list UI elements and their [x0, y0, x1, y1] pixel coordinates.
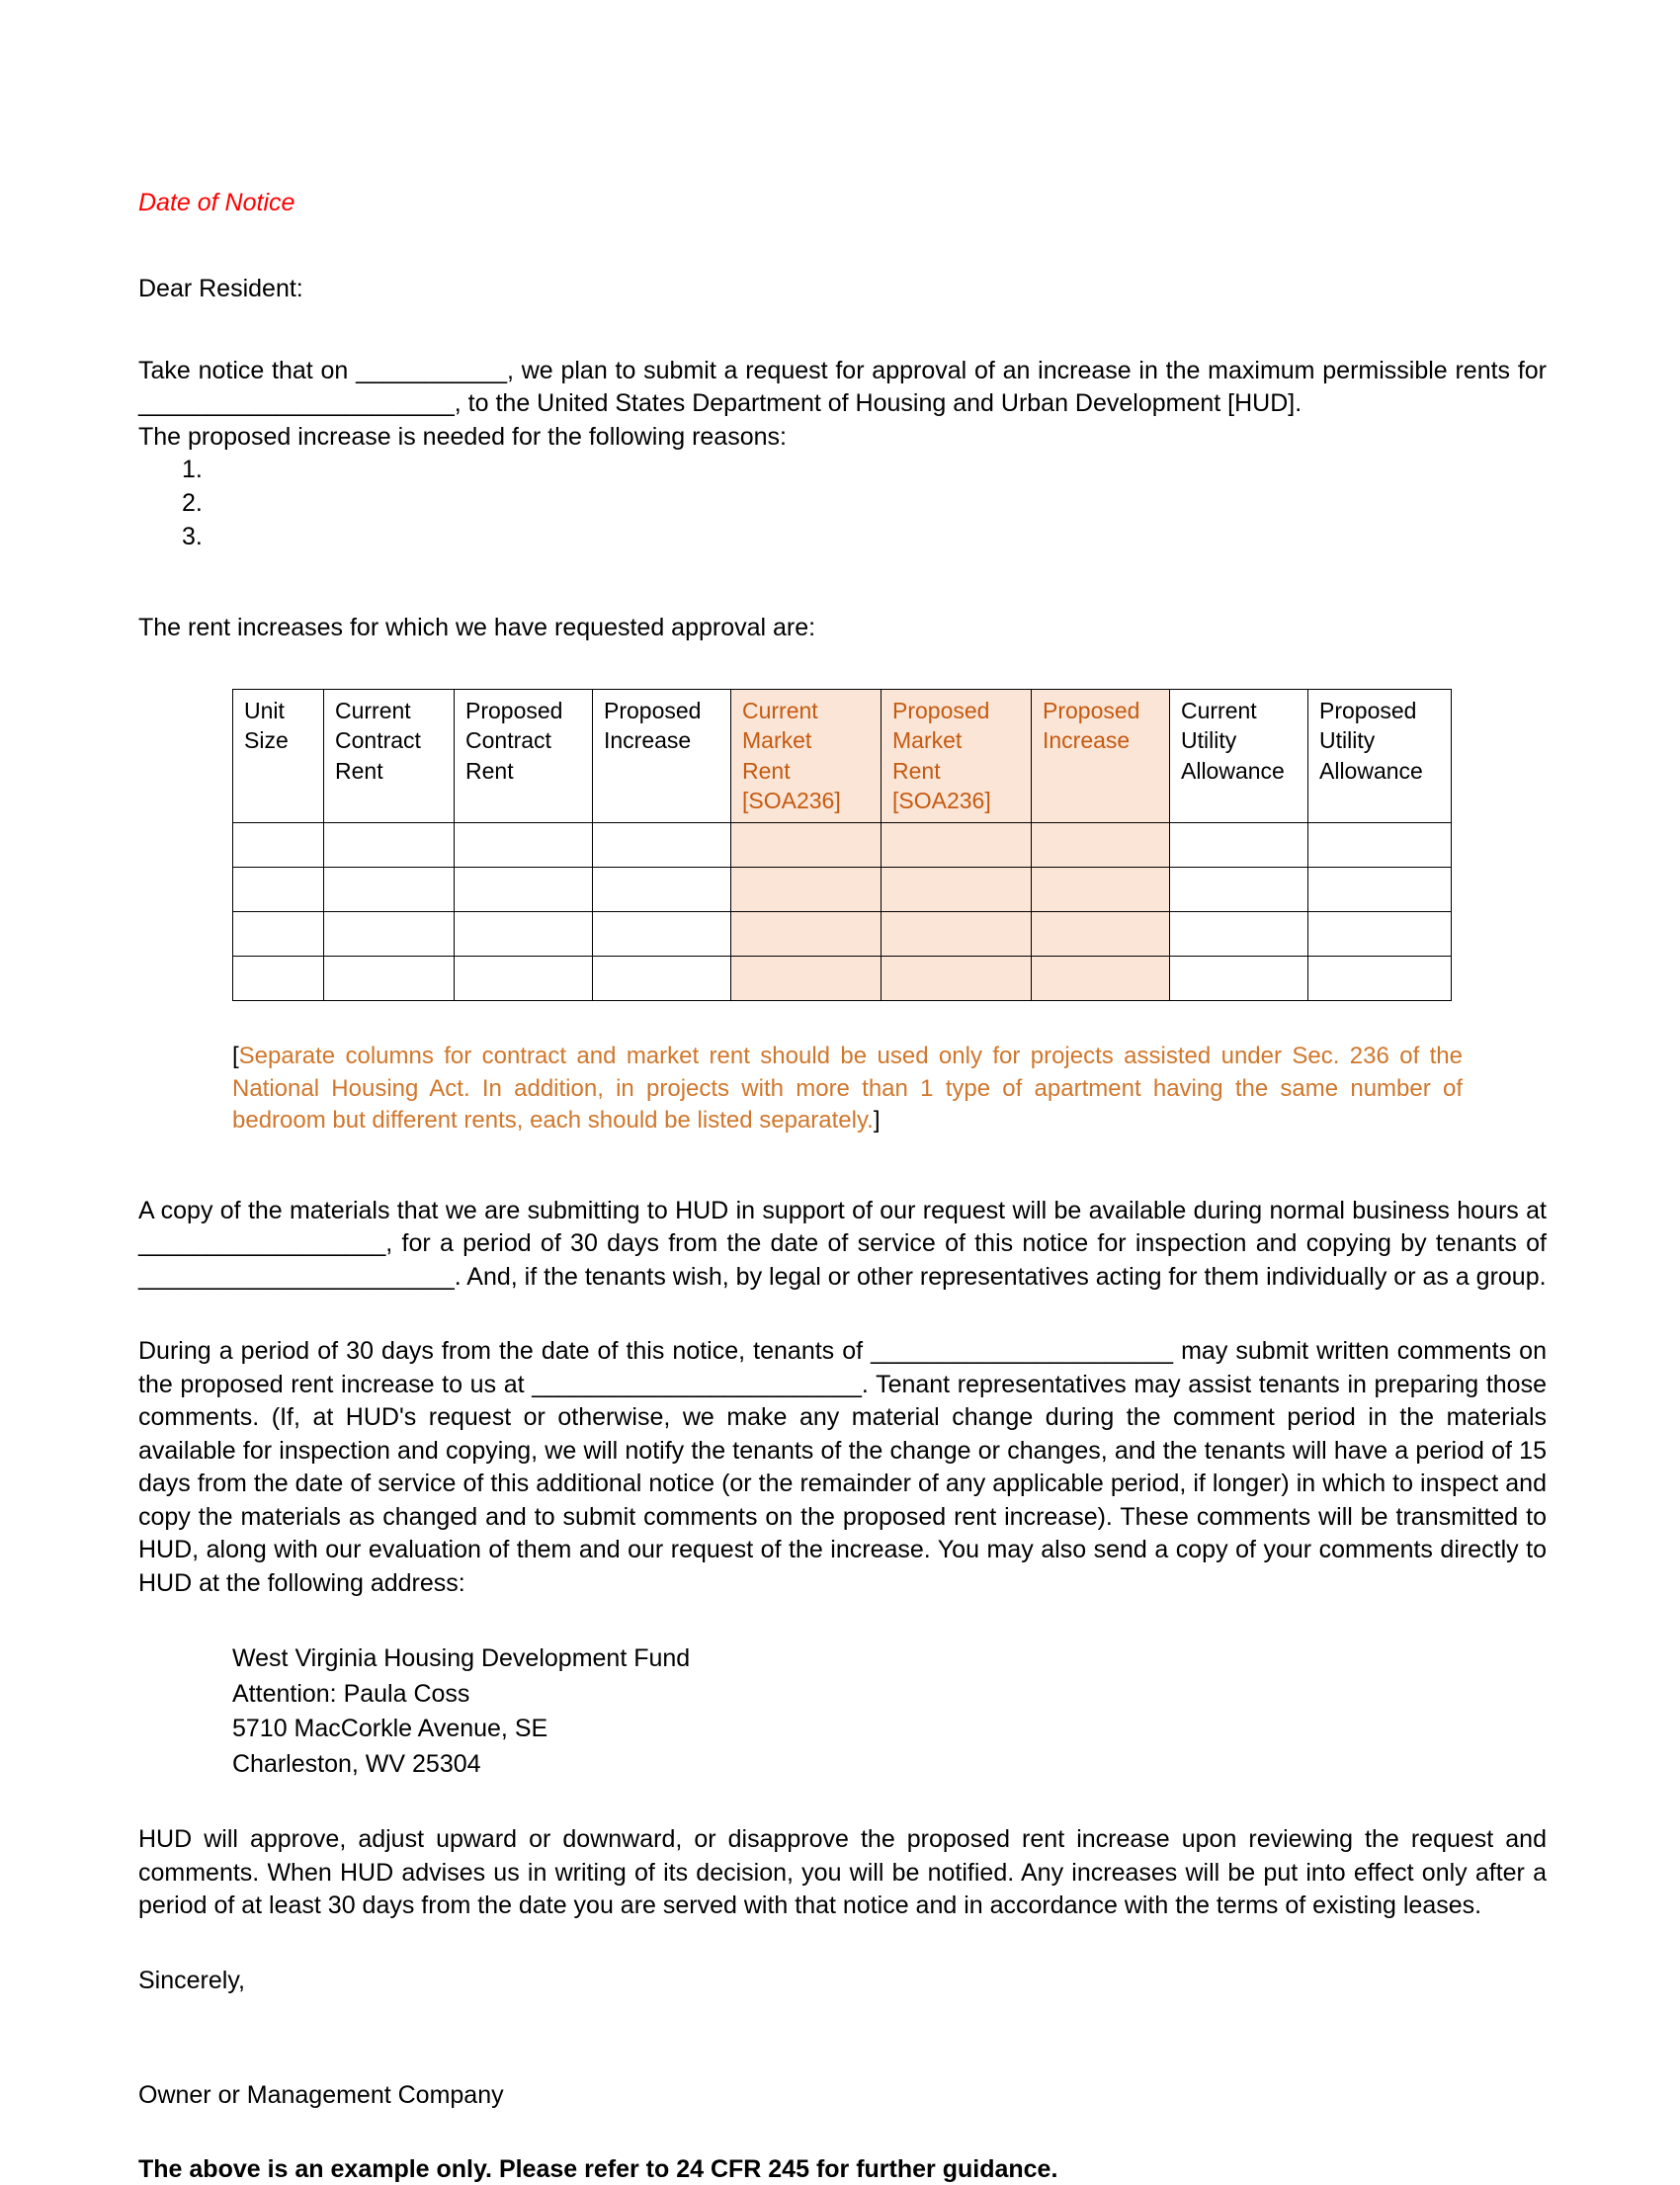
spacer: [138, 1782, 1547, 1823]
column-header-line: Proposed: [604, 697, 702, 723]
column-header-line: Proposed: [1319, 697, 1417, 723]
rent-table-container: [138, 689, 1547, 1001]
spacer: [138, 1294, 1547, 1335]
column-header-line: Contract: [465, 727, 551, 754]
spacer: [138, 1996, 1547, 2054]
column-header-line: Rent: [742, 757, 791, 784]
table-cell[interactable]: [731, 823, 882, 868]
table-cell[interactable]: [233, 823, 324, 868]
column-header-line: [SOA236]: [892, 788, 991, 814]
table-cell[interactable]: [1308, 912, 1452, 957]
materials-paragraph: A copy of the materials that we are submitting to HUD in support of our request will be available during normal business hours at __________________, for a period of 30 days from the date of service of this notice for inspection and copying by tenants of _______________________. And, if the tenants wish, by legal or other representatives acting for them individually or as a group.: [138, 1196, 1547, 1291]
comments-paragraph: During a period of 30 days from the date of this notice, tenants of ______________________ may submit written comments on the proposed rent increase to us at ________________________. Tenant representatives may assist tenants in preparing those comments. (If, at HUD's request or otherwise, we make any material change during the comment period in the materials available for inspection and copying, we will notify the tenants of the change or changes, and the tenants will have a period of 15 days from the date of service of this additional notice (or the remainder of any applicable period, if longer) in which to inspect and copy the materials as changed and to submit comments on the proposed rent increase). These comments will be transmitted to HUD, along with our evaluation of them and our request of the increase. You may also send a copy of your comments directly to HUD at the following address:: [138, 1337, 1547, 1597]
column-header-line: Current: [335, 697, 411, 723]
column-header-line: Current: [1181, 697, 1257, 723]
table-cell[interactable]: [1170, 957, 1308, 1001]
column-header-line: Proposed: [1043, 697, 1140, 723]
table-cell[interactable]: [1308, 868, 1452, 912]
column-header-line: Utility: [1181, 727, 1237, 754]
spacer: [138, 1137, 1547, 1195]
column-header-line: Rent: [465, 757, 514, 784]
table-cell[interactable]: [1032, 957, 1170, 1001]
table-cell[interactable]: [233, 912, 324, 957]
salutation: Dear Resident:: [138, 275, 303, 303]
table-footnote: [232, 1041, 1463, 1137]
table-body: [233, 823, 1452, 1001]
table-header-row: [233, 689, 1452, 822]
rent-increase-table: [232, 689, 1452, 1001]
footnote-close-bracket: ]: [873, 1107, 881, 1135]
table-cell[interactable]: [324, 868, 455, 912]
approval-paragraph: HUD will approve, adjust upward or downward, or disapprove the proposed rent increase upon reviewing the request and comments. When HUD advises us in writing of its decision, you will be notified. Any increases will be put into effect only after a period of at least 30 days from the date you are served with that notice and in accordance with the terms of existing leases.: [138, 1825, 1547, 1920]
table-cell[interactable]: [593, 868, 731, 912]
table-column-header: [1032, 689, 1170, 822]
table-cell[interactable]: [1308, 957, 1452, 1001]
column-header-line: Unit: [244, 697, 285, 723]
table-cell[interactable]: [1170, 912, 1308, 957]
table-column-header: [731, 689, 882, 822]
table-cell[interactable]: [731, 957, 882, 1001]
column-header-line: Allowance: [1319, 757, 1423, 784]
table-cell[interactable]: [324, 957, 455, 1001]
column-header-line: [SOA236]: [742, 788, 841, 814]
sincerely-line: Sincerely,: [138, 1966, 245, 1994]
table-column-header: [882, 689, 1032, 822]
spacer: [138, 2054, 1547, 2079]
table-cell[interactable]: [324, 823, 455, 868]
table-cell[interactable]: [882, 912, 1032, 957]
table-column-header: [1170, 689, 1308, 822]
table-footnote-container: [138, 1041, 1463, 1137]
column-header-line: Market: [742, 727, 812, 754]
table-cell[interactable]: [233, 957, 324, 1001]
table-cell[interactable]: [1032, 912, 1170, 957]
table-cell[interactable]: [324, 912, 455, 957]
table-column-header: [324, 689, 455, 822]
column-header-line: Utility: [1319, 727, 1376, 754]
table-cell[interactable]: [882, 868, 1032, 912]
column-header-line: Proposed: [892, 697, 990, 723]
column-header-line: Contract: [335, 727, 421, 754]
table-cell[interactable]: [1308, 823, 1452, 868]
column-header-line: Size: [244, 727, 289, 754]
table-cell[interactable]: [455, 957, 593, 1001]
table-cell[interactable]: [1032, 823, 1170, 868]
table-cell[interactable]: [455, 823, 593, 868]
intro-paragraph: Take notice that on ___________, we plan to submit a request for approval of an increase in the maximum permissible rents for _______________________, to the United States Department of Housing and Urban Development [HUD].: [138, 356, 1547, 418]
column-header-line: Increase: [1043, 727, 1131, 754]
column-header-line: Market: [892, 727, 963, 754]
table-row[interactable]: [233, 912, 1452, 957]
spacer: [138, 1600, 1547, 1641]
spacer: [138, 554, 1547, 612]
table-cell[interactable]: [731, 868, 882, 912]
table-cell[interactable]: [233, 868, 324, 912]
signature-line: Owner or Management Company: [138, 2081, 504, 2110]
column-header-line: Rent: [892, 757, 941, 784]
table-cell[interactable]: [1170, 823, 1308, 868]
reasons-list: [138, 454, 1547, 554]
address-street: 5710 MacCorkle Avenue, SE: [232, 1715, 548, 1743]
address-city-state-zip: Charleston, WV 25304: [232, 1749, 481, 1778]
table-row[interactable]: [233, 823, 1452, 868]
table-cell[interactable]: [882, 823, 1032, 868]
table-column-header: [455, 689, 593, 822]
hud-address-block: [138, 1641, 1547, 1782]
reason-item-3: 3.: [182, 523, 203, 551]
table-cell[interactable]: [593, 823, 731, 868]
column-header-line: Increase: [604, 727, 692, 754]
table-cell[interactable]: [882, 957, 1032, 1001]
spacer: [138, 1923, 1547, 1965]
table-column-header: [233, 689, 324, 822]
footnote-text: Separate columns for contract and market rent should be used only for projects assisted under Sec. 236 of the National Housing Act. In addition, in projects with more than 1 type of apartment having the same number of bedroom but different rents, each should be listed separately.: [232, 1043, 1463, 1135]
footer-guidance-note: The above is an example only. Please refer to 24 CFR 245 for further guidance.: [138, 2154, 1058, 2183]
table-cell[interactable]: [455, 868, 593, 912]
date-of-notice-placeholder: Date of Notice: [138, 189, 295, 216]
column-header-line: Allowance: [1181, 757, 1285, 784]
reason-item-1: 1.: [182, 456, 203, 484]
address-attention: Attention: Paula Coss: [232, 1679, 470, 1708]
table-column-header: [1308, 689, 1452, 822]
table-cell[interactable]: [593, 912, 731, 957]
table-cell[interactable]: [455, 912, 593, 957]
spacer: [138, 2112, 1547, 2153]
table-row[interactable]: [233, 957, 1452, 1001]
column-header-line: Rent: [335, 757, 383, 784]
address-organization: West Virginia Housing Development Fund: [232, 1644, 691, 1673]
table-column-header: [593, 689, 731, 822]
table-cell[interactable]: [593, 957, 731, 1001]
table-cell[interactable]: [1032, 868, 1170, 912]
column-header-line: Current: [742, 697, 818, 723]
footnote-open-bracket: [: [232, 1043, 239, 1070]
table-row[interactable]: [233, 868, 1452, 912]
reasons-lead-in: The proposed increase is needed for the following reasons:: [138, 422, 787, 451]
reason-item-2: 2.: [182, 489, 203, 518]
table-lead-in: The rent increases for which we have requested approval are:: [138, 614, 816, 642]
table-cell[interactable]: [731, 912, 882, 957]
document-content: [138, 0, 1547, 2185]
table-cell[interactable]: [1170, 868, 1308, 912]
column-header-line: Proposed: [465, 697, 563, 723]
